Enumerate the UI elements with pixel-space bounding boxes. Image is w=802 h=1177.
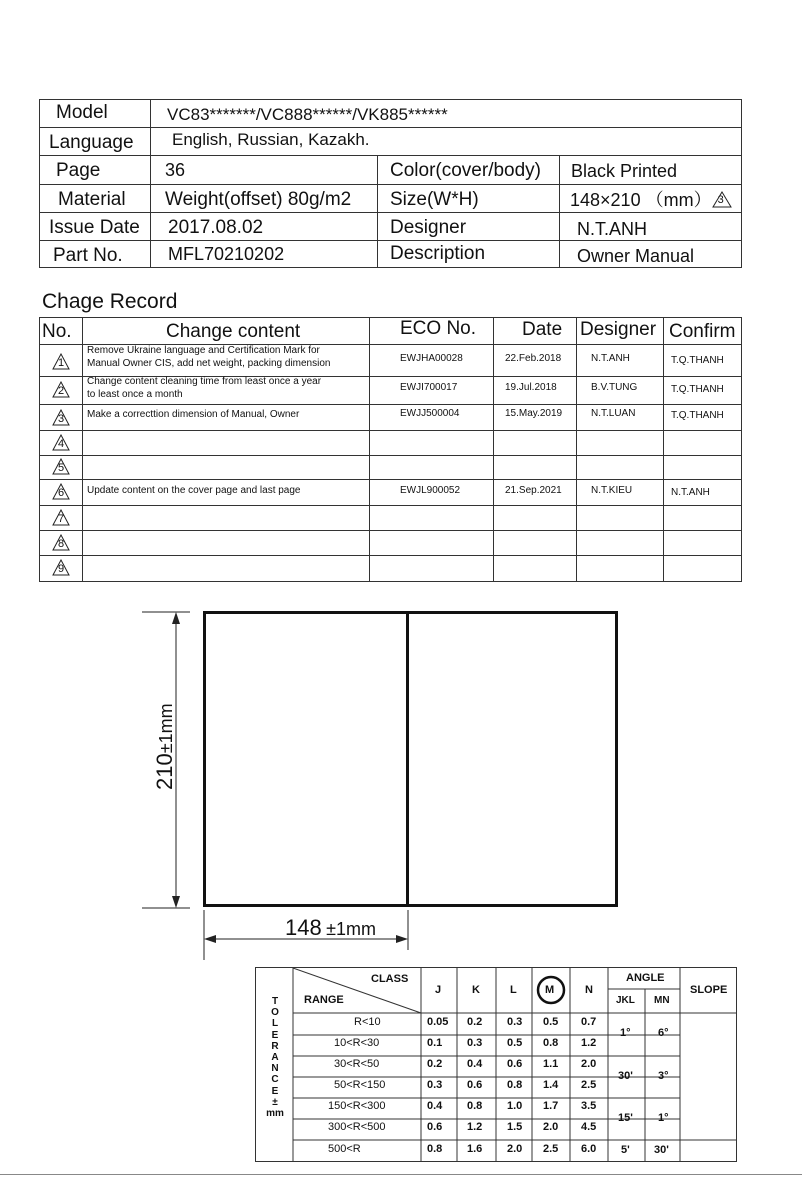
range-value: 30<R<50: [334, 1058, 380, 1070]
row-content: to least once a month: [87, 389, 183, 400]
width-value: 148: [285, 915, 322, 940]
row-confirm: T.Q.THANH: [671, 410, 724, 421]
description-label: Description: [390, 243, 486, 264]
angle-mn: 1°: [658, 1112, 669, 1124]
tolerance-cell: 0.5: [507, 1037, 523, 1049]
height-dimension-label: [152, 703, 178, 790]
change-record-title: Chage Record: [42, 290, 178, 313]
tolerance-cell: 1.6: [467, 1143, 483, 1155]
tolerance-cell: 2.5: [581, 1079, 597, 1091]
row-confirm: T.Q.THANH: [671, 355, 724, 366]
row-content: Change content cleaning time from least once a year: [87, 376, 322, 387]
material-value: Weight(offset) 80g/m2: [165, 189, 352, 210]
revision-triangle-icon: 3: [52, 409, 70, 426]
tolerance-cell: 0.1: [427, 1037, 443, 1049]
tolerance-cell: 0.8: [427, 1143, 443, 1155]
tolerance-cell: 0.3: [427, 1079, 443, 1091]
color-label: Color(cover/body): [390, 160, 541, 181]
row-confirm: N.T.ANH: [671, 487, 710, 498]
tolerance-cell: 0.8: [507, 1079, 523, 1091]
angle-jkl: 1°: [620, 1027, 631, 1039]
spec-table: [39, 99, 742, 268]
header-designer: Designer: [580, 319, 657, 340]
height-value: 210: [152, 753, 177, 790]
range-value: 500<R: [328, 1143, 361, 1155]
revision-triangle-icon: 7: [52, 509, 70, 526]
row-date: 15.May.2019: [505, 408, 563, 419]
language-label: Language: [49, 132, 134, 153]
tolerance-cell: 0.2: [427, 1058, 443, 1070]
tolerance-cell: 4.5: [581, 1121, 597, 1133]
row-content: Manual Owner CIS, add net weight, packing dimension: [87, 358, 331, 369]
tolerance-cell: 0.6: [427, 1121, 443, 1133]
language-value: English, Russian, Kazakh.: [172, 130, 370, 149]
tolerance-cell: 1.1: [543, 1058, 559, 1070]
angle-mn: 30': [654, 1144, 669, 1156]
class-K: K: [472, 984, 480, 996]
angle-jkl: 15': [618, 1112, 633, 1124]
tolerance-cell: 0.8: [543, 1037, 559, 1049]
tolerance-cell: 0.8: [467, 1100, 483, 1112]
tolerance-cell: 0.4: [427, 1100, 443, 1112]
tolerance-cell: 0.3: [507, 1016, 523, 1028]
row-designer: N.T.LUAN: [591, 408, 636, 419]
page-value: 36: [165, 160, 186, 180]
size-label: Size(W*H): [390, 189, 479, 210]
slope-label: SLOPE: [690, 984, 728, 996]
header-confirm: Confirm: [669, 321, 736, 342]
model-label: Model: [56, 102, 108, 123]
tolerance-cell: 2.0: [581, 1058, 597, 1070]
revision-triangle-icon: 2: [52, 381, 70, 398]
model-value: VC83*******/VC888******/VK885******: [167, 105, 448, 124]
tolerance-table: [255, 967, 737, 1162]
class-M: M: [545, 984, 555, 996]
tolerance-cell: 0.5: [543, 1016, 559, 1028]
range-value: 50<R<150: [334, 1079, 386, 1091]
row-eco: EWJHA00028: [400, 353, 463, 364]
row-eco: EWJJ500004: [400, 408, 460, 419]
tolerance-cell: 1.2: [581, 1037, 597, 1049]
range-value: R<10: [354, 1016, 381, 1028]
revision-triangle-icon: 8: [52, 534, 70, 551]
header-no: No.: [42, 321, 72, 342]
revision-triangle-icon: 6: [52, 483, 70, 500]
angle-mn: 3°: [658, 1070, 669, 1082]
designer-value: N.T.ANH: [577, 219, 648, 239]
tolerance-cell: 0.2: [467, 1016, 483, 1028]
tolerance-cell: 0.05: [427, 1016, 449, 1028]
class-J: J: [435, 984, 442, 996]
tolerance-cell: 2.5: [543, 1143, 559, 1155]
description-value: Owner Manual: [577, 246, 695, 266]
row-content: Remove Ukraine language and Certification Mark for: [87, 345, 320, 356]
row-date: 22.Feb.2018: [505, 353, 562, 364]
row-designer: B.V.TUNG: [591, 382, 638, 393]
class-L: L: [510, 984, 517, 996]
row-eco: EWJL900052: [400, 485, 461, 496]
angle-jkl: 30': [618, 1070, 633, 1082]
row-content: Make a correcttion dimension of Manual, Owner: [87, 409, 300, 420]
color-value: Black Printed: [571, 161, 678, 181]
part-label: Part No.: [53, 245, 123, 266]
header-eco: ECO No.: [400, 318, 477, 339]
part-value: MFL70210202: [168, 244, 285, 264]
height-tolerance: ±1mm: [156, 703, 176, 754]
row-designer: N.T.KIEU: [591, 485, 633, 496]
change-record-table: [39, 317, 742, 582]
tolerance-cell: 2.0: [543, 1121, 559, 1133]
jkl-label: JKL: [616, 995, 635, 1006]
tolerance-cell: 1.0: [507, 1100, 523, 1112]
width-dimension-label: [285, 915, 376, 941]
size-value: 148×210 （mm） 3: [570, 186, 732, 212]
range-value: 10<R<30: [334, 1037, 380, 1049]
range-label: RANGE: [304, 994, 344, 1006]
header-date: Date: [522, 319, 563, 340]
page-label: Page: [56, 160, 101, 181]
tolerance-cell: 0.4: [467, 1058, 483, 1070]
tolerance-cell: 0.7: [581, 1016, 597, 1028]
tolerance-cell: 0.3: [467, 1037, 483, 1049]
revision-triangle-icon: 5: [52, 458, 70, 475]
range-value: 300<R<500: [328, 1121, 386, 1133]
width-tolerance: ±1mm: [326, 919, 377, 939]
range-value: 150<R<300: [328, 1100, 386, 1112]
tolerance-cell: 6.0: [581, 1143, 597, 1155]
designer-label: Designer: [390, 217, 467, 238]
revision-triangle-icon: 4: [52, 434, 70, 451]
tolerance-cell: 1.2: [467, 1121, 483, 1133]
angle-jkl: 5': [621, 1144, 630, 1156]
mn-label: MN: [654, 995, 670, 1006]
row-content: Update content on the cover page and last page: [87, 485, 301, 496]
tolerance-cell: 1.5: [507, 1121, 523, 1133]
row-date: 21.Sep.2021: [505, 485, 562, 496]
page-bottom-rule: [0, 1174, 802, 1175]
tolerance-cell: 2.0: [507, 1143, 523, 1155]
angle-mn: 6°: [658, 1027, 669, 1039]
header-change-content: Change content: [166, 321, 301, 342]
row-designer: N.T.ANH: [591, 353, 630, 364]
material-label: Material: [58, 189, 126, 210]
row-date: 19.Jul.2018: [505, 382, 557, 393]
revision-triangle-icon: 9: [52, 559, 70, 576]
tolerance-cell: 0.6: [507, 1058, 523, 1070]
class-N: N: [585, 984, 593, 996]
row-eco: EWJI700017: [400, 382, 458, 393]
class-label: CLASS: [371, 973, 409, 985]
angle-label: ANGLE: [626, 972, 665, 984]
issue-value: 2017.08.02: [168, 217, 264, 238]
row-confirm: T.Q.THANH: [671, 384, 724, 395]
revision-triangle-icon: 3: [712, 191, 732, 208]
revision-triangle-icon: 1: [52, 353, 70, 370]
tolerance-cell: 0.6: [467, 1079, 483, 1091]
tolerance-cell: 1.7: [543, 1100, 559, 1112]
issue-label: Issue Date: [49, 217, 140, 238]
tolerance-cell: 3.5: [581, 1100, 597, 1112]
tolerance-cell: 1.4: [543, 1079, 559, 1091]
tolerance-side-label: T O L E R A N C E ± mm: [266, 996, 284, 1120]
